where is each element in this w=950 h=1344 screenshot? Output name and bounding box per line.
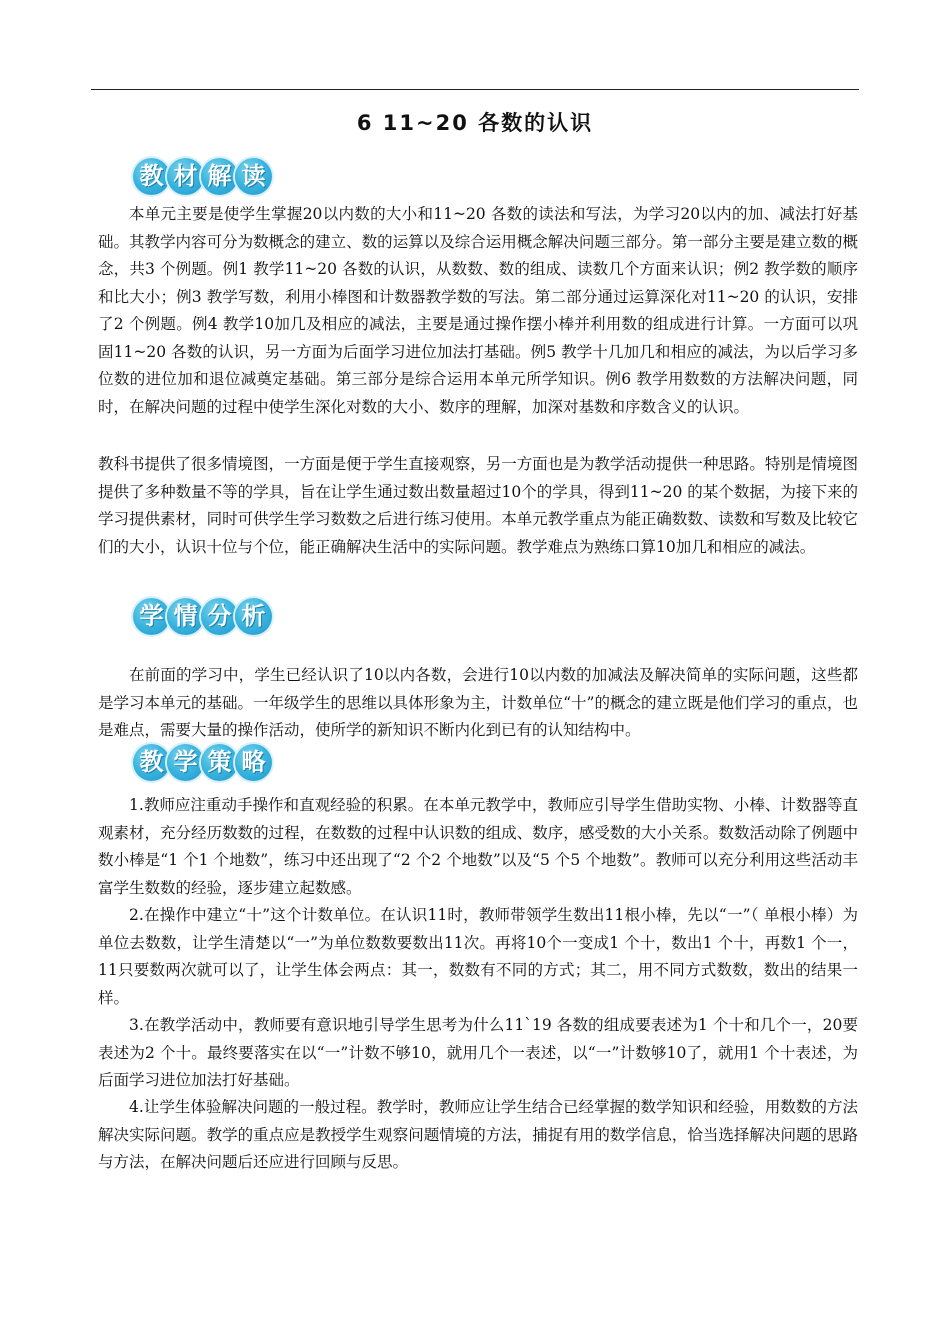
heading-char: 析 bbox=[235, 598, 272, 635]
heading-char: 学 bbox=[167, 744, 204, 781]
paragraph-textbook-1: 本单元主要是使学生掌握20以内数的大小和11~20 各数的读法和写法，为学习20以内的加、减法打好基础。其教学内容可分为数概念的建立、数的运算以及综合运用概念解决问题三部分。第一部分主要是建立数的概念，共3 个例题。例1 教学11~20 各数的认识，从数数、数的组成、读数几个方面来认识；例2 教学数的顺序和比大小；例3 教学写数，利用小棒图和计数器教学数的写法。第二部分通过运算深化对11~20 的认识，安排了2 个例题。例4 教学10加几及相应的减法，主要是通过操作摆小棒并利用数的组成进行计算。一方面可以巩固11~20 各数的认识，另一方面为后面学习进位加法打基础。例5 教学十几加几和相应的减法，为以后学习多位数的进位加和退位减奠定基础。第三部分是综合运用本单元所学知识。例6 教学用数数的方法解决问题，同时，在解决问题的过程中使学生深化对数的大小、数序的理解，加深对基数和序数含义的认识。 bbox=[98, 205, 858, 416]
header-rule bbox=[91, 89, 859, 90]
heading-char: 材 bbox=[167, 158, 204, 195]
heading-char: 教 bbox=[133, 158, 170, 195]
heading-char: 读 bbox=[235, 158, 272, 195]
strategy-item-2: 2.在操作中建立“十”这个计数单位。在认识11时，教师带领学生数出11根小棒，先以“一”（ 单根小棒）为单位去数数，让学生清楚以“一”为单位数数要数出11次。再将10个一变成1 个十，数出1 个十，再数1 个一，11只要数两次就可以了，让学生体会两点：其一，数数有不同的方式；其二，用不同方式数数，数出的结果一样。 bbox=[98, 906, 858, 1007]
heading-char: 情 bbox=[167, 598, 204, 635]
paragraph-learning-analysis: 在前面的学习中，学生已经认识了10以内各数，会进行10以内数的加减法及解决简单的实际问题，这些都是学习本单元的基础。一年级学生的思维以具体形象为主，计数单位“十”的概念的建立既是他们学习的重点，也是难点，需要大量的操作活动，使所学的新知识不断内化到已有的认知结构中。 bbox=[98, 666, 858, 739]
heading-char: 策 bbox=[201, 744, 238, 781]
heading-char: 分 bbox=[201, 598, 238, 635]
strategy-item-4: 4.让学生体验解决问题的一般过程。教学时，教师应让学生结合已经掌握的数学知识和经验，用数数的方法解决实际问题。教学的重点应是教授学生观察问题情境的方法，捕捉有用的数学信息，恰当选择解决问题的思路与方法，在解决问题后还应进行回顾与反思。 bbox=[98, 1098, 858, 1171]
strategy-item-3: 3.在教学活动中，教师要有意识地引导学生思考为什么11`19 各数的组成要表述为1 个十和几个一，20要表述为2 个十。最终要落实在以“一”计数不够10，就用几个一表述，以“一”计数够10了，就用1 个十表述，为后面学习进位加法打好基础。 bbox=[98, 1016, 858, 1089]
section-heading-learning-analysis bbox=[133, 593, 269, 639]
heading-char: 学 bbox=[133, 598, 170, 635]
heading-char: 略 bbox=[235, 744, 272, 781]
strategy-item-1: 1.教师应注重动手操作和直观经验的积累。在本单元教学中，教师应引导学生借助实物、小棒、计数器等直观素材，充分经历数数的过程，在数数的过程中认识数的组成、数序，感受数的大小关系。数数活动除了例题中数小棒是“1 个1 个地数”，练习中还出现了“2 个2 个地数”以及“5 个5 个地数”。教师可以充分利用这些活动丰富学生数数的经验，逐步建立起数感。 bbox=[98, 796, 858, 897]
section-heading-textbook-reading bbox=[133, 153, 269, 199]
heading-char: 教 bbox=[133, 744, 170, 781]
section-heading-teaching-strategy bbox=[133, 739, 269, 785]
page-title: 6 11~20 各数的认识 bbox=[356, 111, 594, 135]
heading-char: 解 bbox=[201, 158, 238, 195]
paragraph-textbook-2: 教科书提供了很多情境图，一方面是便于学生直接观察，另一方面也是为教学活动提供一种思路。特别是情境图提供了多种数量不等的学具，旨在让学生通过数出数量超过10个的学具，得到11~20 的某个数据，为接下来的学习提供素材，同时可供学生学习数数之后进行练习使用。本单元教学重点为能正确数数、读数和写数及比较它们的大小，认识十位与个位，能正确解决生活中的实际问题。教学难点为熟练口算10加几和相应的减法。 bbox=[98, 455, 858, 556]
